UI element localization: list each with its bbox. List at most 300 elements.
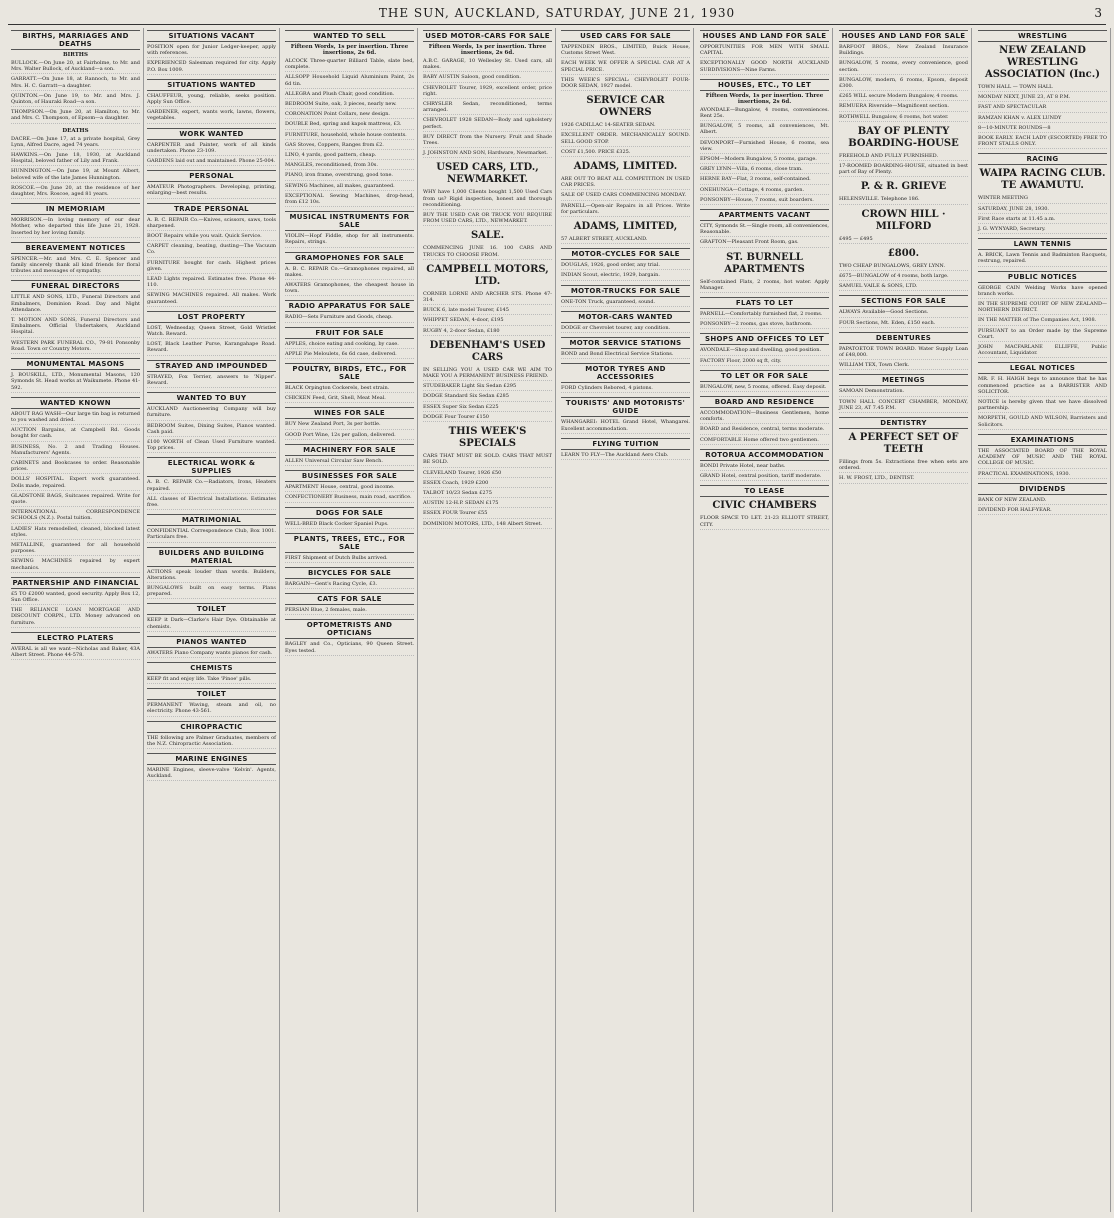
section-heading: DIVIDENDS [978,483,1107,495]
classified-ad: BAGLEY and Co., Opticians, 90 Queen Street. Eyes tested. [285,641,414,655]
classified-ad: IN THE SUPREME COURT OF NEW ZEALAND—NORTHERN DISTRICT. [978,301,1107,315]
classified-ad: COMMENCING JUNE 16. 100 CARS AND TRUCKS TO CHOOSE FROM. [423,245,552,259]
classified-section [423,30,552,158]
classified-ad: A.B.C. GARAGE, 10 Wellesley St. Used cars, all makes. [423,58,552,72]
classified-ad: ARE OUT TO BEAT ALL COMPETITION IN USED CAR PRICES. [561,176,690,190]
section-heading: FLATS TO LET [700,297,829,309]
section-heading: RADIO APPARATUS FOR SALE [285,300,414,312]
classified-ad: ALL classes of Electrical Installations. Estimates free. [147,496,276,510]
classified-section [285,619,414,655]
classified-ad: APPLE Pie Meloulets, 6s 6d case, delivered. [285,351,414,359]
classified-ad: FOUR Sections, Mt. Eden, £150 each. [839,320,968,328]
classified-ad: WINTER MEETING [978,195,1107,203]
classified-ad: PURSUANT to an Order made by the Supreme Court. [978,328,1107,342]
classified-section [978,362,1107,429]
classified-ad: SAMUEL VAILE & SONS, LTD. [839,283,968,291]
classified-ad: AUSTIN 12-H.P. SEDAN £175 [423,500,552,508]
section-heading: MARINE ENGINES [147,753,276,765]
classified-section [839,295,968,327]
classified-ad: LEARN TO FLY—The Auckland Aero Club. [561,452,690,460]
classified-ad: ACTIONS speak louder than words. Builders, Alterations. [147,569,276,583]
classified-ad: BARGAIN—Gent's Racing Cycle, £3. [285,581,414,589]
classified-ad: MARINE Engines, sleeve-valve 'Kelvin'. Agents, Auckland. [147,767,276,781]
classified-section [147,514,276,542]
classified-ad: COST £1,500. PRICE £325. [561,149,690,157]
section-heading: TOILET [147,688,276,700]
classified-ad: TALBOT 10/23 Sedan £275 [423,490,552,498]
classified-section [561,363,690,393]
classified-ad: GOOD Port Wine, 12s per gallon, delivered. [285,432,414,440]
classified-ad: SALE OF USED CARS COMMENCING MONDAY. [561,192,690,200]
section-heading: ELECTRO PLATERS [11,632,140,644]
section-heading: WRESTLING [978,30,1107,42]
classified-section [147,457,276,510]
display-ad-headline: BAY OF PLENTY BOARDING-HOUSE [848,125,959,149]
classified-ad: CLEVELAND Tourer, 1926 £50 [423,470,552,478]
classified-ad: CABINETS and Bookcases to order. Reasonable prices. [11,460,140,474]
classified-ad: BARFOOT BROS., New Zealand Insurance Buildings. [839,44,968,58]
classified-ad: PONSONBY—House, 7 rooms, suit boarders. [700,197,829,205]
classified-section [561,285,690,307]
section-heading: OPTOMETRISTS AND OPTICIANS [285,619,414,639]
classified-section [978,483,1107,515]
display-ad-headline: SALE. [470,230,505,242]
classified-ad: CHEVROLET Tourer, 1929, excellent order, price right. [423,85,552,99]
classified-ad: Self-contained Flats, 2 rooms, hot water. Apply Manager. [700,279,829,293]
section-heading: APARTMENTS VACANT [700,209,829,221]
classified-ad: DEVONPORT—Furnished House, 6 rooms, sea view. [700,140,829,154]
section-heading: WANTED TO SELL [285,30,414,42]
page-number: 3 [1094,6,1102,20]
section-subheading: DEATHS [62,127,89,134]
section-heading: TO LET OR FOR SALE [700,370,829,382]
classified-ad: ESSEX Super Six Sedan £225 [423,404,552,412]
classified-ad: BUICK 6, late model Tourer, £145 [423,307,552,315]
classified-ad: BANK OF NEW ZEALAND. [978,497,1107,505]
classified-section [561,438,690,460]
classified-section [11,397,140,573]
classified-section [11,128,140,200]
classified-section [700,396,829,445]
classified-ad: GARDENS laid out and maintained. Phone 25-004. [147,158,276,166]
classified-section [11,577,140,628]
section-subheading: Fifteen Words, 1s per insertion. Three insertions, 2s 6d. [705,92,824,105]
section-heading: CHIROPRACTIC [147,721,276,733]
classified-ad: FURNITURE, household, whole house contents. [285,132,414,140]
section-heading: DEBENTURES [839,332,968,344]
classified-ad: BEDROOM Suite, oak, 3 pieces, nearly new. [285,101,414,109]
column-5 [558,28,694,1212]
classified-ad: AWATERS Piano Company wants pianos for cash. [147,650,276,658]
classified-section [11,203,140,238]
section-heading: WANTED TO BUY [147,392,276,404]
section-heading: PARTNERSHIP AND FINANCIAL [12,578,139,587]
classified-ad: SEWING Machines, all makes, guaranteed. [285,183,414,191]
classified-ad: CHEVROLET 1928 SEDAN—Body and upholstery perfect. [423,117,552,131]
section-heading: LOST PROPERTY [147,311,276,323]
classified-ad: PERSIAN Blue, 2 females, male. [285,607,414,615]
classified-ad: AMATEUR Photographers. Developing, printing, enlarging—best results. [147,184,276,198]
classified-ad: AVONDALE—Bungalow, 4 rooms, conveniences. Rent 25s. [700,107,829,121]
classified-ad: CONFIDENTIAL Correspondence Club, Box 1001. Particulars free. [147,528,276,542]
classified-ad: J. BOUSKILL, LTD., Monumental Masons, 120 Symonds St. Head works at Waikumete. Phone 41-592. [11,372,140,393]
classified-ad: PIANO, iron frame, overstrung, good tone. [285,172,414,180]
section-heading: DOGS FOR SALE [285,507,414,519]
classified-ad: DODGE Standard Six Sedan £285 [423,393,552,401]
section-heading: HOUSES AND LAND FOR SALE [839,30,968,42]
classified-section [839,181,968,204]
classified-ad: CHRYSLER Sedan, reconditioned, terms arranged. [423,101,552,115]
section-heading: PERSONAL [147,170,276,182]
classified-section [700,297,829,329]
classified-section [700,485,829,529]
classified-ad: CHICKEN Feed, Grit, Shell, Meat Meal. [285,395,414,403]
column-8 [975,28,1111,1212]
classified-section [423,426,552,529]
classified-ad: 17-ROOMED BOARDING-HOUSE, situated in best part of Bay of Plenty. [839,163,968,177]
classified-ad: DOLLS' HOSPITAL. Expert work guaranteed. Dolls made, repaired. [11,476,140,490]
classified-section [285,593,414,615]
classified-ad: DIVIDEND FOR HALF-YEAR. [978,507,1107,515]
classified-ad: TAPPENDEN BROS., LIMITED, Buick House, Customs Street West. [561,44,690,58]
classified-ad: PERMANENT Waving, steam and oil, no electricity. Phone 43-561. [147,702,276,716]
section-heading: MACHINERY FOR SALE [285,444,414,456]
classified-section [285,567,414,589]
section-heading: BOARD AND RESIDENCE [700,396,829,408]
classified-ad: METALLINE, guaranteed for all household purposes. [11,542,140,556]
column-2 [144,28,280,1212]
classified-ad: GRAFTON—Pleasant Front Room, gas. [700,239,829,247]
classified-section [839,209,968,244]
column-1 [8,28,144,1212]
classified-ad: PONSONBY—2 rooms, gas stove, bathroom. [700,321,829,329]
classified-section [423,264,552,336]
section-heading: DENTISTRY [839,417,968,429]
section-heading: MOTOR SERVICE STATIONS [561,337,690,349]
section-heading: MEETINGS [839,374,968,386]
classified-section [423,230,552,259]
classified-section [700,449,829,481]
classified-ad: CHAUFFEUR, young, reliable, seeks position. Apply Sun Office. [147,93,276,107]
classified-section [561,30,690,91]
section-heading: WINES FOR SALE [285,407,414,419]
classified-ad: AUCKLAND Auctioneering Company will buy furniture. [147,406,276,420]
section-subheading: Fifteen Words, 1s per insertion. Three insertions, 2s 6d. [428,44,547,56]
classified-ad: CITY, Symonds St.—Single room, all conveniences, Reasonable. [700,223,829,237]
classified-ad: WHIPPET SEDAN, 4-door, £195 [423,317,552,325]
classified-ad: LADIES' Hats remodelled, cleaned, blocked latest styles. [11,526,140,540]
classified-section [285,533,414,563]
section-heading: FRUIT FOR SALE [285,327,414,339]
classified-section [285,444,414,466]
classified-ad: AVONDALE—Shop and dwelling, good position. [700,347,829,355]
classified-section [147,311,276,356]
classified-ad: MORRISON.—In loving memory of our dear Mother, who departed this life June 21, 1928. Inserted by her loving family. [11,217,140,238]
classified-ad: HELENSVILLE. Telephone 186. [839,196,968,204]
classified-section [147,547,276,600]
classified-ad: BUSINESS, No. 2 and Trading Houses. Manufacturers' Agents. [11,444,140,458]
classified-section [285,211,414,247]
classified-ad: RAMZAN KHAN v. ALEX LUNDY [978,115,1107,123]
classified-ad: WELL-BRED Black Cocker Spaniel Pups. [285,521,414,529]
classified-ad: BOOT Repairs while you wait. Quick Service. [147,233,276,241]
classified-ad: BUNGALOW, new, 5 rooms, offered. Easy deposit. [700,384,829,392]
display-ad-headline: WAIPA RACING CLUB. TE AWAMUTU. [979,168,1106,192]
classified-ad: LINO, 4 yards, good pattern, cheap. [285,152,414,160]
classified-section [285,363,414,403]
classified-ad: BOARD and Residence, central, terms moderate. [700,426,829,434]
section-heading: MUSICAL INSTRUMENTS FOR SALE [285,211,414,231]
classified-ad: J. JOHNSTON AND SON, Hardware, Newmarket. [423,150,552,158]
classified-ad: LOST, Wednesday, Queen Street, Gold Wristlet Watch. Reward. [147,325,276,339]
classified-ad: DACRE.—On June 17, at a private hospital, Grey Lynn, Alfred Dacre, aged 74 years. [11,136,140,150]
section-heading: MOTOR-CARS WANTED [561,311,690,323]
classified-ad: CORONATION Point Collars, new design. [285,111,414,119]
classified-ad: TOWN HALL — TOWN HALL [978,84,1107,92]
section-heading: MOTOR-CYCLES FOR SALE [561,248,690,260]
classified-ad: COMFORTABLE Home offered two gentlemen. [700,437,829,445]
display-ad-headline: P. & R. GRIEVE [860,181,947,193]
classified-ad: AVERAL is all we want—Nicholas and Baker, 43A Albert Street. Phone 44-578. [11,646,140,660]
classified-ad: FURNITURE bought for cash. Highest prices given. [147,260,276,274]
classified-section [147,30,276,75]
classified-ad: THOMPSON.—On June 20, at Hamilton, to Mr. and Mrs. C. Thompson, of Epsom—a daughter. [11,109,140,123]
classified-section [839,248,968,292]
section-heading: TOILET [147,603,276,615]
column-7 [836,28,972,1212]
classified-ad: FREEHOLD AND FULLY FURNISHED. [839,153,968,161]
column-6 [697,28,833,1212]
classified-ad: PRACTICAL EXAMINATIONS, 1930. [978,471,1107,479]
display-ad-headline: CAMPBELL MOTORS, LTD. [426,263,549,287]
classified-section [700,30,829,75]
display-ad-headline: ADAMS, LIMITED, [573,221,678,233]
classified-ad: BUNGALOW, 5 rooms, every convenience, good section. [839,60,968,74]
classified-section [561,161,690,217]
classified-ad: WHY have 1,000 Clients bought 1,500 Used Cars from us? Rigid inspection, honest and thorough reconditioning. [423,189,552,210]
section-heading: ELECTRICAL WORK & SUPPLIES [147,457,276,477]
classified-ad: STUDEBAKER Light Six Sedan £295 [423,383,552,391]
section-heading: HOUSES AND LAND FOR SALE [700,30,829,42]
classified-ad: BEDROOM Suites, Dining Suites, Pianos wanted. Cash paid. [147,423,276,437]
classified-ad: IN THE MATTER of The Companies Act, 1908. [978,317,1107,325]
section-heading: EXAMINATIONS [978,434,1107,446]
classified-ad: HUNNINGTON.—On June 19, at Mount Albert, beloved wife of the late James Hunnington. [11,168,140,182]
classified-ad: BUY DIRECT from the Nursery. Fruit and Shade Trees. [423,134,552,148]
column-4 [420,28,556,1212]
classified-section [147,721,276,749]
section-heading: MOTOR-TRUCKS FOR SALE [561,285,690,297]
section-heading: PIANOS WANTED [147,636,276,648]
classified-ad: GREY LYNN—Villa, 6 rooms, close tram. [700,166,829,174]
section-heading: CATS FOR SALE [285,593,414,605]
classified-section [11,280,140,354]
classified-ad: KEEP fit and enjoy life. Take 'Pinoe' pills. [147,676,276,684]
classified-ad: WILLIAM TEX, Town Clerk. [839,362,968,370]
classified-ad: FACTORY Floor, 2000 sq ft, city. [700,358,829,366]
display-ad-headline: CROWN HILL · MILFORD [861,208,946,232]
display-ad-headline: DEBENHAM'S USED CARS [429,339,546,363]
section-heading: BUSINESSES FOR SALE [285,470,414,482]
section-heading: HOUSES, ETC., TO LET [700,79,829,91]
classified-ad: MR. F. H. HAIGH begs to announce that he has commenced practice as a BARRISTER AND SOLICITOR. [978,376,1107,397]
classified-ad: ESSEX Coach, 1929 £200 [423,480,552,488]
section-heading: SITUATIONS WANTED [147,79,276,91]
classified-section [978,238,1107,266]
section-heading: WANTED KNOWN [11,397,140,409]
classified-section [285,252,414,297]
classified-ad: BULLOCK.—On June 20, at Fairholme, to Mr. and Mrs. Walter Bullock, of Auckland—a son. [11,60,140,74]
classified-ad: J. G. WYNYARD, Secretary. [978,226,1107,234]
section-heading: SITUATIONS VACANT [147,30,276,42]
display-ad-headline: £800. [887,247,920,259]
section-heading: BIRTHS, MARRIAGES AND DEATHS [11,30,140,50]
classified-ad: QUINTON.—On June 19, to Mr. and Mrs. J. Quinton, of Hauraki Road—a son. [11,93,140,107]
section-heading: LEGAL NOTICES [978,362,1107,374]
classified-ad: INDIAN Scout, electric, 1929, bargain. [561,272,690,280]
display-ad-headline: NEW ZEALAND WRESTLING ASSOCIATION (Inc.) [985,45,1100,80]
classified-section [839,374,968,413]
classified-ad: SAMOAN Demonstration. [839,388,968,396]
classified-section [11,30,140,124]
classified-ad: JOHN MACFARLANE ELLIFFE, Public Accountant, Liquidator. [978,344,1107,358]
classified-ad: CONFECTIONERY Business, main road, sacrifice. [285,494,414,502]
classified-ad: IN SELLING YOU A USED CAR WE AIM TO MAKE YOU A PERMANENT BUSINESS FRIEND. [423,367,552,381]
classified-ad: AUCTION Bargains, at Campbell Rd. Goods bought for cash. [11,427,140,441]
section-heading: PLANTS, TREES, ETC., FOR SALE [285,533,414,553]
classified-ad: BLACK Orpington Cockerels, best strain. [285,385,414,393]
classified-ad: EXCEPTIONAL Sewing Machines, drop-head, from £12 10s. [285,193,414,207]
display-ad-headline: ST. BURNELL APARTMENTS [724,251,805,275]
display-ad-headline: A PERFECT SET OF TEETH [848,432,959,456]
classified-section [147,360,276,388]
classified-section [147,753,276,781]
classified-ad: RUGBY 4, 2-door Sedan, £180 [423,328,552,336]
classified-ad: £265 WILL secure Modern Bungalow, 4 rooms. [839,93,968,101]
classified-section [147,392,276,453]
classified-ad: FAST AND SPECTACULAR [978,104,1107,112]
classified-ad: THIS WEEK'S SPECIAL: CHEVROLET FOUR-DOOR SEDAN, 1927 model. [561,77,690,91]
section-heading: BEREAVEMENT NOTICES [11,242,140,254]
classified-ad: GARDENER, expert, wants work, lawns, flowers, vegetables. [147,109,276,123]
classified-ad: CARPENTER and Painter, work of all kinds undertaken. Phone 23-109. [147,142,276,156]
classified-section [561,248,690,280]
classified-section [700,209,829,248]
classified-ad: REMUERA Riverside—Magnificent section. [839,103,968,111]
classified-ad: GLADSTONE BAGS, Suitcases repaired. Write for quote. [11,493,140,507]
classified-ad: BUY New Zealand Port, 3s per bottle. [285,421,414,429]
section-heading: ROTORUA ACCOMMODATION [700,449,829,461]
classified-ad: H. W. FROST, LTD., DENTIST. [839,475,968,483]
masthead-title: THE SUN, AUCKLAND, SATURDAY, JUNE 21, 1930 [378,6,736,20]
classified-ad: GRAND Hotel, central position, tariff moderate. [700,473,829,481]
classified-section [700,79,829,205]
classified-ad: THE ASSOCIATED BOARD OF THE ROYAL ACADEMY OF MUSIC AND THE ROYAL COLLEGE OF MUSIC. [978,448,1107,469]
classified-section [147,688,276,716]
classified-ad: WHANGAREI: HOTEL Grand Hotel, Whangarei. Excellent accommodation. [561,419,690,433]
classified-ad: ONE-TON Truck, guaranteed, sound. [561,299,690,307]
classified-ad: PARNELL—Comfortably furnished flat, 2 rooms. [700,311,829,319]
classified-section [978,271,1107,359]
classified-ad: THE following are Palmer Graduates, members of the N.Z. Chiropractic Association. [147,735,276,749]
classified-ad: LOST, Black Leather Purse, Karangahape Road. Reward. [147,341,276,355]
classified-ad: APPLES, choice eating and cooking, by case. [285,341,414,349]
classified-section [839,126,968,178]
classified-ad: HERNE BAY—Flat, 3 rooms, self-contained. [700,176,829,184]
classified-ad: HAWKINS.—On June 18, 1930, at Auckland Hospital, beloved father of Lily and Frank. [11,152,140,166]
classified-section [839,30,968,122]
section-heading: BICYCLES FOR SALE [285,567,414,579]
classified-ad: EPSOM—Modern Bungalow, 5 rooms, garage. [700,156,829,164]
classified-ad: BONDI Private Hotel, near baths. [700,463,829,471]
classified-ad: A. BRICK, Lawn Tennis and Badminton Racquets, restrung, repaired. [978,252,1107,266]
classified-section [147,636,276,658]
classified-section [147,170,276,198]
classified-ad: NOTICE is hereby given that we have dissolved partnership. [978,399,1107,413]
section-heading: FLYING TUITION [561,438,690,450]
classified-ad: A. B. C. REPAIR Co.—Radiators, Irons, Heaters repaired. [147,479,276,493]
classified-section [561,311,690,333]
section-heading: TRADE PERSONAL [147,203,276,215]
classified-section [839,332,968,371]
classified-ad: RADIO—Sets Furniture and Goods, cheap. [285,314,414,322]
classified-ad: GAS Stoves, Coppers, Ranges from £2. [285,142,414,150]
section-heading: MOTOR TYRES AND ACCESSORIES [561,363,690,383]
classified-ad: MONDAY NEXT, JUNE 23, AT 8 P.M. [978,94,1107,102]
classified-section [978,30,1107,149]
classified-ad: DOUGLAS, 1926, good order, any trial. [561,262,690,270]
display-ad-headline: SERVICE CAR OWNERS [586,95,665,119]
classified-ad: WESTERN PARK FUNERAL CO., 79-81 Ponsonby Road. Town or Country Motors. [11,340,140,354]
classified-ad: ALLEN Universal Circular Saw Bench. [285,458,414,466]
classified-ad: ESSEX FOUR Tourer £55 [423,510,552,518]
section-heading: RACING [978,153,1107,165]
classified-section [978,434,1107,479]
classified-ad: GARRATT.—On June 18, at Rannoch, to Mr. and Mrs. H. C. Garratt—a daughter. [11,76,140,90]
classified-section [978,153,1107,234]
classified-ad: OPPORTUNITIES FOR MEN WITH SMALL CAPITAL [700,44,829,58]
classified-section [147,128,276,167]
section-subheading: BIRTHS [63,52,88,58]
classified-section [561,95,690,157]
section-heading: PUBLIC NOTICES [978,271,1107,283]
classified-ad: INTERNATIONAL CORRESPONDENCE SCHOOLS (N.Z.). Postal tuition. [11,509,140,523]
classified-ad: ACCOMMODATION—Business Gentlemen, home comforts. [700,410,829,424]
classified-section [147,79,276,124]
classified-ad: FORD Cylinders Rebored, 4 pistons. [561,385,690,393]
classified-ad: DODGE or Chevrolet tourer, any condition. [561,325,690,333]
display-ad-headline: ADAMS, LIMITED. [573,161,678,173]
column-3 [282,28,418,1212]
classified-section [423,340,552,422]
classified-ad: ALLEGRA and Plush Chair, good condition. [285,91,414,99]
section-heading: FUNERAL DIRECTORS [11,280,140,292]
classified-ad: FIRST Shipment of Dutch Bulbs arrived. [285,555,414,563]
classified-ad: PARNELL—Open-air Repairs in all Prices. Write for particulars. [561,203,690,217]
classified-ad: FLOOR SPACE TO LET. 21-23 ELLIOTT STREET, CITY. [700,515,829,529]
classified-section [285,327,414,359]
classified-ad: TWO CHEAP BUNGALOWS, GREY LYNN. [839,263,968,271]
classified-ad: VIOLIN—Hopf Fiddle, shop for all instruments. Repairs, strings. [285,233,414,247]
classified-ad: BUNGALOWS built on easy terms. Plans prepared. [147,585,276,599]
classified-ad: EXPERIENCED Salesman required for city. Apply P.O. Box 1009. [147,60,276,74]
classified-ad: MANGLES, reconditioned, from 30s. [285,162,414,170]
classified-section [423,162,552,226]
section-heading: LAWN TENNIS [978,238,1107,250]
section-heading: MATRIMONIAL [147,514,276,526]
classified-ad: ROTHWELL Bungalow, 6 rooms, hot water. [839,114,968,122]
classified-section [700,370,829,392]
